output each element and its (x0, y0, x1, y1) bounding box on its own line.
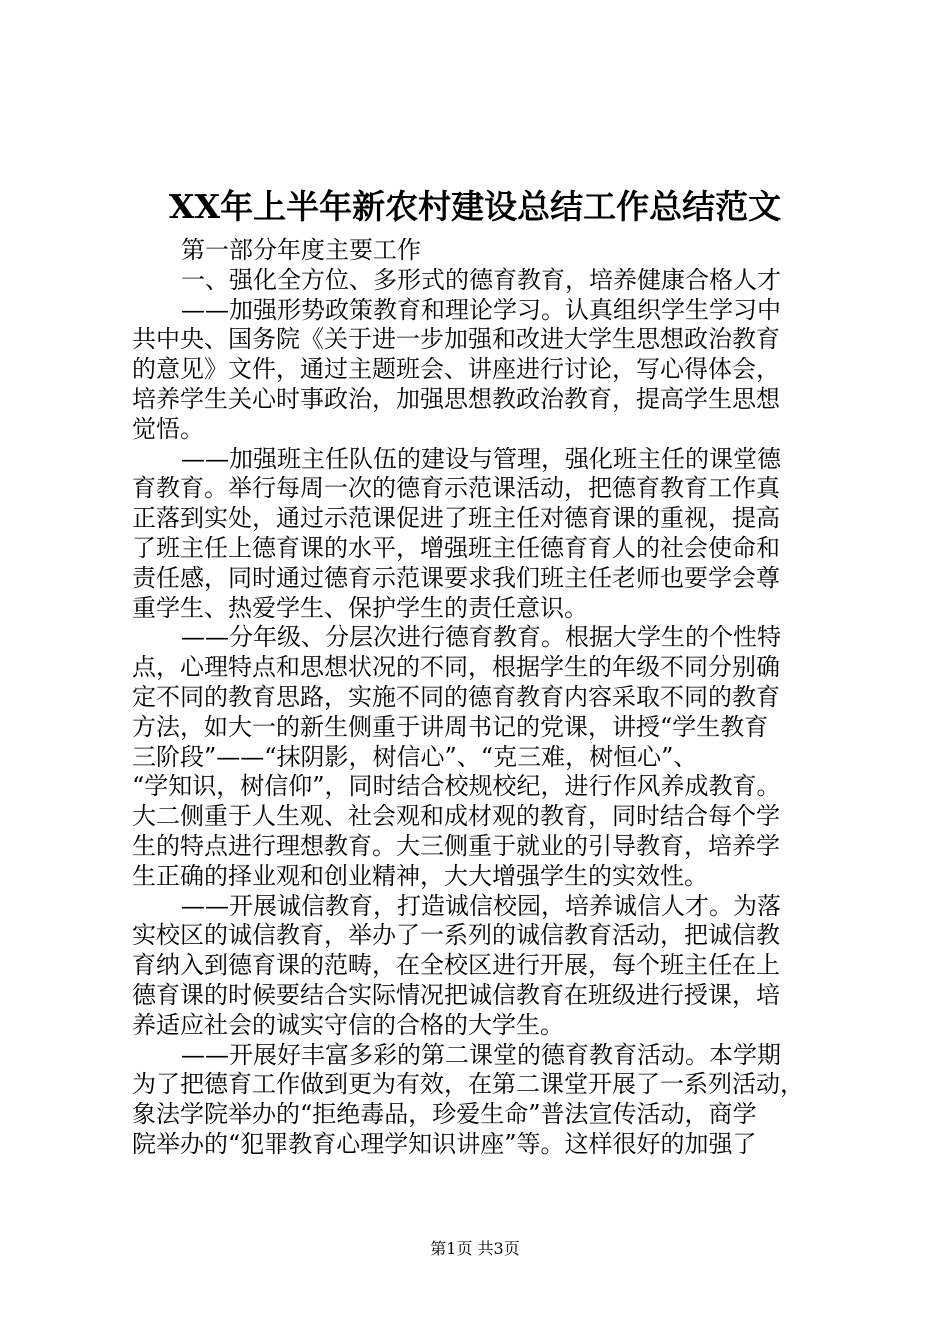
paragraph-line: 养适应社会的诚实守信的合格的大学生。 (132, 1010, 564, 1039)
paragraph-line: 定不同的教育思路，实施不同的德育教育内容采取不同的教育 (132, 682, 780, 711)
document-title: XX年上半年新农村建设总结工作总结范文 (168, 187, 782, 226)
paragraph-line: ——分年级、分层次进行德育教育。根据大学生的个性特 (181, 623, 781, 652)
paragraph-line: 重学生、热爱学生、保护学生的责任意识。 (132, 593, 588, 622)
paragraph-line: 的意见》文件，通过主题班会、讲座进行讨论，写心得体会， (132, 355, 780, 384)
page-number-footer: 第1页 共3页 (430, 1239, 520, 1258)
paragraph-line: 象法学院举办的“拒绝毒品，珍爱生命”普法宣传活动，商学 (132, 1100, 757, 1129)
paragraph-line: 三阶段”——“抹阴影，树信心”、“克三难，树恒心”、 (132, 742, 698, 771)
paragraph-line: ——加强班主任队伍的建设与管理，强化班主任的课堂德 (181, 444, 781, 473)
paragraph-line: 为了把德育工作做到更为有效，在第二课堂开展了一系列活动， (132, 1070, 804, 1099)
paragraph-line: “学知识，树信仰”，同时结合校规校纪，进行作风养成教育。 (132, 772, 781, 801)
subsection-heading: 一、强化全方位、多形式的德育教育，培养健康合格人才 (181, 265, 781, 294)
paragraph-line: ——开展好丰富多彩的第二课堂的德育教育活动。本学期 (181, 1040, 781, 1069)
paragraph-line: 正落到实处，通过示范课促进了班主任对德育课的重视，提高 (132, 504, 780, 533)
paragraph-line: 共中央、国务院《关于进一步加强和改进大学生思想政治教育 (132, 325, 780, 354)
paragraph-line: 了班主任上德育课的水平，增强班主任德育育人的社会使命和 (132, 533, 780, 562)
paragraph-line: 院举办的“犯罪教育心理学知识讲座”等。这样很好的加强了 (132, 1129, 757, 1158)
paragraph-line: 责任感，同时通过德育示范课要求我们班主任老师也要学会尊 (132, 563, 780, 592)
paragraph-line: 生正确的择业观和创业精神，大大增强学生的实效性。 (132, 861, 708, 890)
paragraph-line: 方法，如大一的新生侧重于讲周书记的党课，讲授“学生教育 (132, 712, 769, 741)
document-body (132, 236, 832, 1160)
paragraph-line: 培养学生关心时事政治，加强思想教政治教育，提高学生思想 (132, 384, 780, 413)
paragraph-line: 德育课的时候要结合实际情况把诚信教育在班级进行授课，培 (132, 980, 780, 1009)
paragraph-line: ——加强形势政策教育和理论学习。认真组织学生学习中 (181, 295, 781, 324)
paragraph-line: 育纳入到德育课的范畴，在全校区进行开展，每个班主任在上 (132, 951, 780, 980)
section-heading: 第一部分年度主要工作 (181, 236, 421, 264)
paragraph-line: 生的特点进行理想教育。大三侧重于就业的引导教育，培养学 (132, 831, 780, 860)
paragraph-line: 点，心理特点和思想状况的不同，根据学生的年级不同分别确 (132, 653, 780, 682)
paragraph-line: 育教育。举行每周一次的德育示范课活动，把德育教育工作真 (132, 474, 780, 503)
paragraph-line: 觉悟。 (132, 414, 204, 443)
paragraph-line: 大二侧重于人生观、社会观和成材观的教育，同时结合每个学 (132, 802, 780, 831)
paragraph-line: 实校区的诚信教育，举办了一系列的诚信教育活动，把诚信教 (132, 921, 780, 950)
paragraph-line: ——开展诚信教育，打造诚信校园，培养诚信人才。为落 (181, 891, 781, 920)
